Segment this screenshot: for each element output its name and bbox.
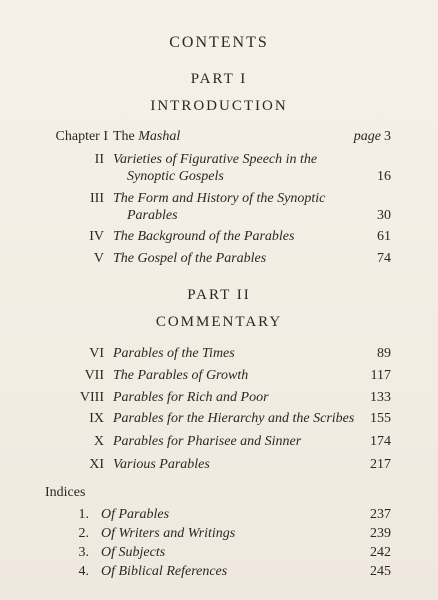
chapter-title: Parables of the Times — [113, 346, 235, 361]
page-number: 239 — [370, 526, 391, 541]
indices-heading: Indices — [45, 485, 86, 500]
page-number: 242 — [370, 545, 391, 560]
page-number: 245 — [370, 564, 391, 579]
chapter-number: XI — [89, 457, 104, 472]
chapter-title: Parables for the Hierarchy and the Scribes — [113, 411, 355, 426]
page-number: 237 — [370, 507, 391, 522]
page-number: 30 — [377, 208, 391, 223]
chapter-number: VII — [84, 368, 104, 383]
page-value: 3 — [384, 129, 391, 144]
page-number: 61 — [377, 229, 391, 244]
chapter-title-prefix: The — [113, 129, 135, 144]
part-2-label: PART II — [187, 287, 251, 303]
chapter-number: VIII — [79, 390, 104, 405]
chapter-number: IX — [89, 411, 104, 426]
chapter-number: Chapter I — [55, 129, 108, 144]
page-number: 217 — [370, 457, 391, 472]
page-number: 74 — [377, 251, 391, 266]
chapter-number: III — [90, 191, 104, 206]
chapter-title: Parables for Rich and Poor — [113, 390, 269, 405]
index-number: 1. — [78, 507, 89, 522]
index-number: 3. — [78, 545, 89, 560]
chapter-title-line2: Synoptic Gospels — [127, 169, 224, 184]
index-title: Of Subjects — [101, 545, 166, 560]
chapter-title: The Gospel of the Parables — [113, 251, 267, 266]
part-1-label: PART I — [190, 71, 248, 87]
part-2-subtitle: COMMENTARY — [155, 314, 283, 330]
index-title: Of Writers and Writings — [101, 526, 236, 541]
chapter-title: Parables for Pharisee and Sinner — [113, 434, 302, 449]
chapter-title — [113, 128, 180, 146]
page-number: 174 — [370, 434, 391, 449]
chapter-title: Varieties of Figurative Speech in the — [113, 152, 318, 167]
chapter-number: X — [93, 434, 104, 449]
chapter-title: Various Parables — [113, 457, 210, 472]
page-number: 89 — [377, 346, 391, 361]
chapter-title: The Form and History of the Synoptic — [113, 191, 326, 206]
chapter-title: The Parables of Growth — [113, 368, 249, 383]
page-word: page — [353, 129, 381, 144]
index-title: Of Biblical References — [101, 564, 228, 579]
page-number: 133 — [370, 390, 391, 405]
contents-heading: CONTENTS — [169, 34, 269, 51]
index-title: Of Parables — [101, 507, 170, 522]
page-number — [354, 128, 391, 146]
chapter-title-line2: Parables — [127, 208, 178, 223]
chapter-number: VI — [89, 346, 104, 361]
part-1-subtitle: INTRODUCTION — [150, 98, 288, 114]
page-number: 117 — [370, 368, 391, 383]
index-number: 4. — [78, 564, 89, 579]
chapter-number: IV — [89, 229, 104, 244]
page-number: 155 — [370, 411, 391, 426]
chapter-number: V — [93, 251, 104, 266]
chapter-title-main: Mashal — [134, 129, 181, 144]
chapter-title: The Background of the Parables — [113, 229, 295, 244]
chapter-number: II — [94, 152, 104, 167]
index-number: 2. — [78, 526, 89, 541]
page-number: 16 — [377, 169, 391, 184]
